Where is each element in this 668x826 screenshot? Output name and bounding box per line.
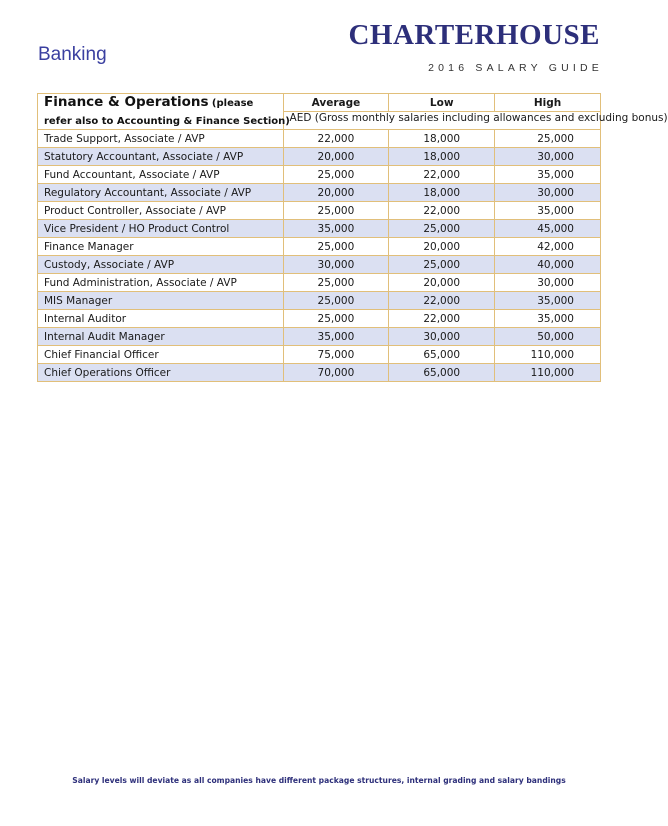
high-salary-cell: 110,000 xyxy=(495,364,601,382)
low-salary-cell: 22,000 xyxy=(389,292,495,310)
column-header-average: Average xyxy=(283,94,389,112)
average-salary-cell: 25,000 xyxy=(283,202,389,220)
salary-table xyxy=(37,93,668,382)
high-salary-cell: 35,000 xyxy=(495,202,601,220)
table-row xyxy=(38,364,601,382)
job-title-cell: Internal Audit Manager xyxy=(38,328,284,346)
average-salary-cell: 25,000 xyxy=(283,274,389,292)
job-title-cell: Internal Auditor xyxy=(38,310,284,328)
high-salary-cell: 30,000 xyxy=(495,148,601,166)
table-title-reference: refer also to Accounting & Finance Section) xyxy=(44,116,290,127)
brand-logo-text: CHARTERHOUSE xyxy=(348,19,600,51)
high-salary-cell: 110,000 xyxy=(495,346,601,364)
job-title-cell: Custody, Associate / AVP xyxy=(38,256,284,274)
table-title-cell xyxy=(38,94,290,130)
section-title: Banking xyxy=(38,44,107,65)
job-title-cell: Chief Operations Officer xyxy=(38,364,284,382)
low-salary-cell: 25,000 xyxy=(389,220,495,238)
table-row xyxy=(38,130,601,148)
high-salary-cell: 40,000 xyxy=(495,256,601,274)
average-salary-cell: 25,000 xyxy=(283,292,389,310)
average-salary-cell: 20,000 xyxy=(283,148,389,166)
low-salary-cell: 18,000 xyxy=(389,130,495,148)
job-title-cell: Statutory Accountant, Associate / AVP xyxy=(38,148,284,166)
table-row xyxy=(38,148,601,166)
low-salary-cell: 20,000 xyxy=(389,274,495,292)
low-salary-cell: 22,000 xyxy=(389,166,495,184)
low-salary-cell: 30,000 xyxy=(389,328,495,346)
high-salary-cell: 35,000 xyxy=(495,292,601,310)
table-row xyxy=(38,310,601,328)
average-salary-cell: 20,000 xyxy=(283,184,389,202)
average-salary-cell: 35,000 xyxy=(283,220,389,238)
low-salary-cell: 25,000 xyxy=(389,256,495,274)
job-title-cell: Product Controller, Associate / AVP xyxy=(38,202,284,220)
high-salary-cell: 45,000 xyxy=(495,220,601,238)
high-salary-cell: 30,000 xyxy=(495,184,601,202)
high-salary-cell: 30,000 xyxy=(495,274,601,292)
table-row xyxy=(38,184,601,202)
average-salary-cell: 25,000 xyxy=(283,166,389,184)
low-salary-cell: 22,000 xyxy=(389,310,495,328)
guide-subtitle: 2016 SALARY GUIDE xyxy=(428,62,603,74)
average-salary-cell: 30,000 xyxy=(283,256,389,274)
job-title-cell: Trade Support, Associate / AVP xyxy=(38,130,284,148)
low-salary-cell: 20,000 xyxy=(389,238,495,256)
average-salary-cell: 25,000 xyxy=(283,238,389,256)
job-title-cell: Finance Manager xyxy=(38,238,284,256)
table-row xyxy=(38,346,601,364)
table-title-note: (please xyxy=(211,98,254,109)
low-salary-cell: 18,000 xyxy=(389,184,495,202)
table-title: Finance & Operations xyxy=(44,94,209,110)
high-salary-cell: 35,000 xyxy=(495,166,601,184)
high-salary-cell: 50,000 xyxy=(495,328,601,346)
job-title-cell: Fund Accountant, Associate / AVP xyxy=(38,166,284,184)
table-row xyxy=(38,256,601,274)
currency-note: AED (Gross monthly salaries including allowances and excluding bonus) xyxy=(283,112,600,130)
low-salary-cell: 65,000 xyxy=(389,364,495,382)
job-title-cell: Fund Administration, Associate / AVP xyxy=(38,274,284,292)
job-title-cell: Regulatory Accountant, Associate / AVP xyxy=(38,184,284,202)
high-salary-cell: 42,000 xyxy=(495,238,601,256)
average-salary-cell: 22,000 xyxy=(283,130,389,148)
table-row xyxy=(38,292,601,310)
table-row xyxy=(38,328,601,346)
footer-note: Salary levels will deviate as all companies have different package structures, internal grading and salary bandings xyxy=(72,776,566,785)
table-row xyxy=(38,202,601,220)
job-title-cell: Vice President / HO Product Control xyxy=(38,220,284,238)
average-salary-cell: 25,000 xyxy=(283,310,389,328)
average-salary-cell: 70,000 xyxy=(283,364,389,382)
table-row xyxy=(38,220,601,238)
average-salary-cell: 35,000 xyxy=(283,328,389,346)
brand-block xyxy=(348,19,603,74)
column-header-low: Low xyxy=(389,94,495,112)
table-row xyxy=(38,166,601,184)
low-salary-cell: 22,000 xyxy=(389,202,495,220)
table-row xyxy=(38,274,601,292)
job-title-cell: MIS Manager xyxy=(38,292,284,310)
low-salary-cell: 18,000 xyxy=(389,148,495,166)
column-header-high: High xyxy=(495,94,601,112)
table-header-row xyxy=(38,94,601,112)
high-salary-cell: 25,000 xyxy=(495,130,601,148)
job-title-cell: Chief Financial Officer xyxy=(38,346,284,364)
table-row xyxy=(38,238,601,256)
high-salary-cell: 35,000 xyxy=(495,310,601,328)
low-salary-cell: 65,000 xyxy=(389,346,495,364)
average-salary-cell: 75,000 xyxy=(283,346,389,364)
